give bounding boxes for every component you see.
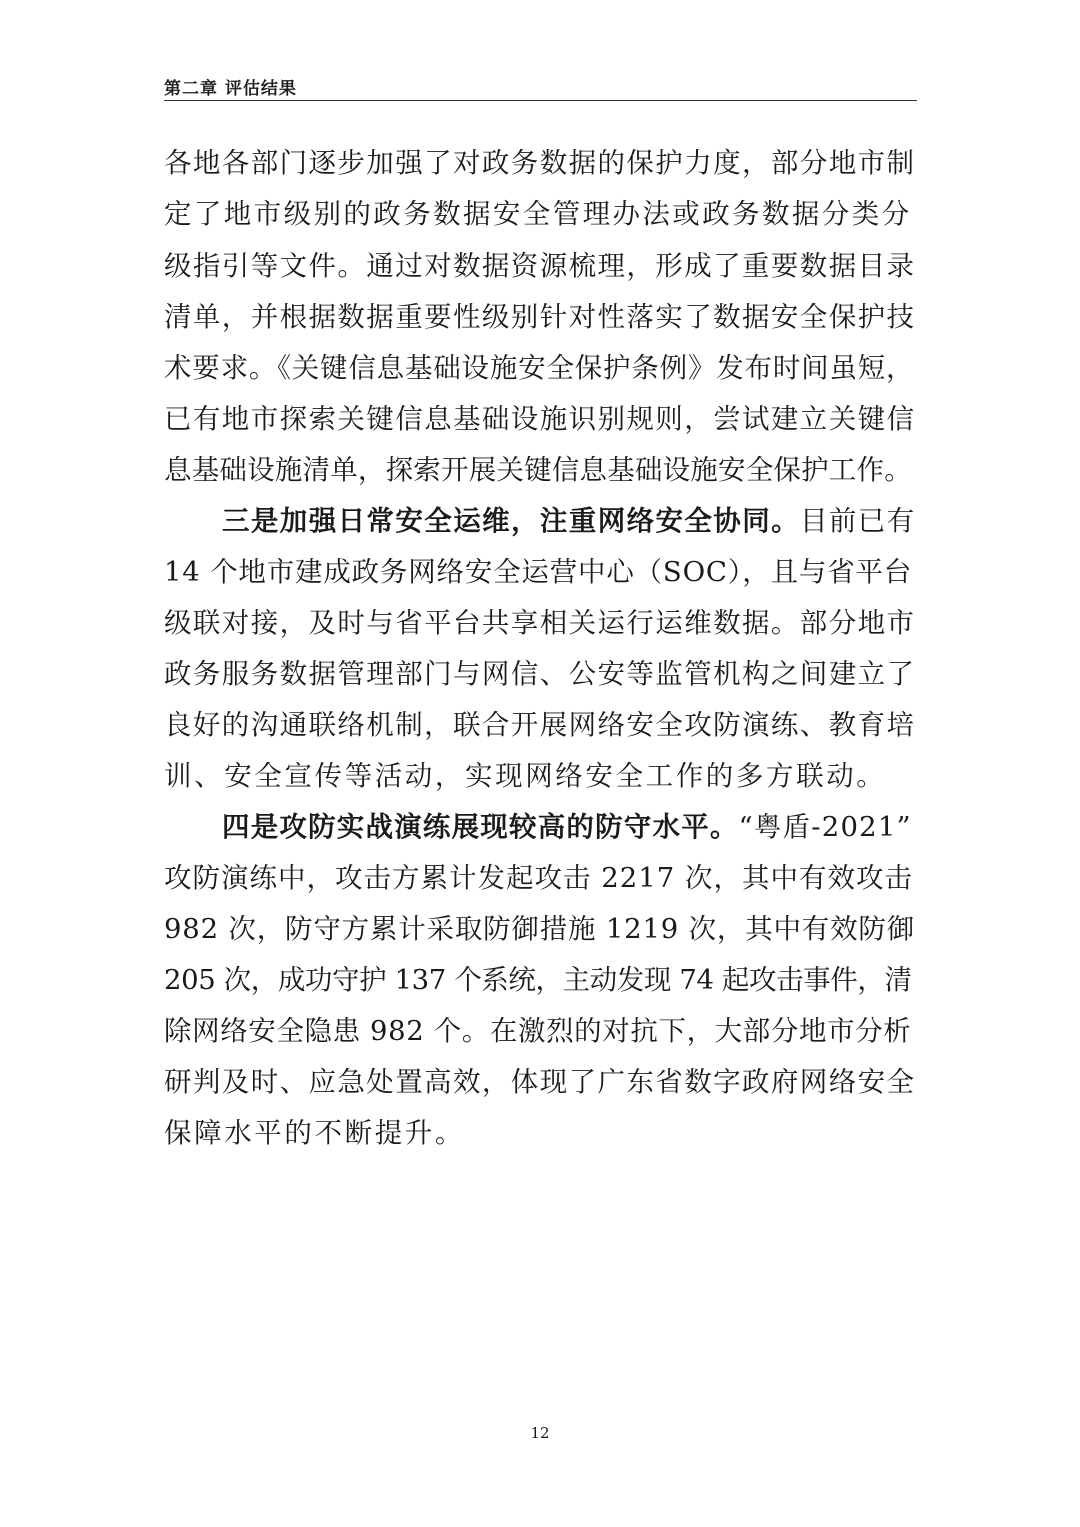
body-line: 训、安全宣传等活动，实现网络安全工作的多方联动。 [164, 760, 887, 792]
paragraph-4-first-rest: “粤盾-2021” [738, 811, 912, 843]
body-line: 14 个地市建成政务网络安全运营中心（SOC），且与省平台 [164, 556, 913, 588]
body-line: 级指引等文件。通过对数据资源梳理，形成了重要数据目录 [164, 250, 916, 282]
body-line: 除网络安全隐患 982 个。在激烈的对抗下，大部分地市分析 [164, 1015, 912, 1047]
body-line: 清单，并根据数据重要性级别针对性落实了数据安全保护技 [164, 301, 916, 333]
paragraph-3-lead: 三是加强日常安全运维，注重网络安全协同。 [222, 505, 800, 537]
body-line: 205 次，成功守护 137 个系统，主动发现 74 起攻击事件，清 [164, 964, 912, 996]
chapter-title: 第二章 评估结果 [164, 79, 297, 99]
body-line: 术要求。《关键信息基础设施安全保护条例》发布时间虽短， [164, 352, 915, 384]
paragraph-3-first-rest: 目前已有 [800, 505, 916, 537]
paragraph-4-lead: 四是攻防实战演练展现较高的防守水平。 [222, 811, 739, 843]
body-line: 级联对接，及时与省平台共享相关运行运维数据。部分地市 [164, 607, 916, 639]
body-line: 已有地市探索关键信息基础设施识别规则，尝试建立关键信 [164, 403, 916, 435]
body-line: 982 次，防守方累计采取防御措施 1219 次，其中有效防御 [164, 913, 915, 945]
paragraph-4-first-line [222, 810, 916, 844]
body-line: 定了地市级别的政务数据安全管理办法或政务数据分类分 [164, 198, 912, 230]
body-line: 研判及时、应急处置高效，体现了广东省数字政府网络安全 [164, 1066, 916, 1098]
paragraph-3-first-line [222, 504, 916, 538]
page-header [164, 72, 917, 101]
body-line: 保障水平的不断提升。 [164, 1117, 465, 1149]
body-line: 政务服务数据管理部门与网信、公安等监管机构之间建立了 [164, 658, 916, 690]
body-line: 各地各部门逐步加强了对政务数据的保护力度，部分地市制 [164, 147, 916, 179]
body-line: 息基础设施清单，探索开展关键信息基础设施安全保护工作。 [164, 454, 912, 486]
page-number: 12 [530, 1424, 550, 1442]
body-line: 攻防演练中，攻击方累计发起攻击 2217 次，其中有效攻击 [164, 862, 913, 894]
body-line: 良好的沟通联络机制，联合开展网络安全攻防演练、教育培 [164, 709, 916, 741]
